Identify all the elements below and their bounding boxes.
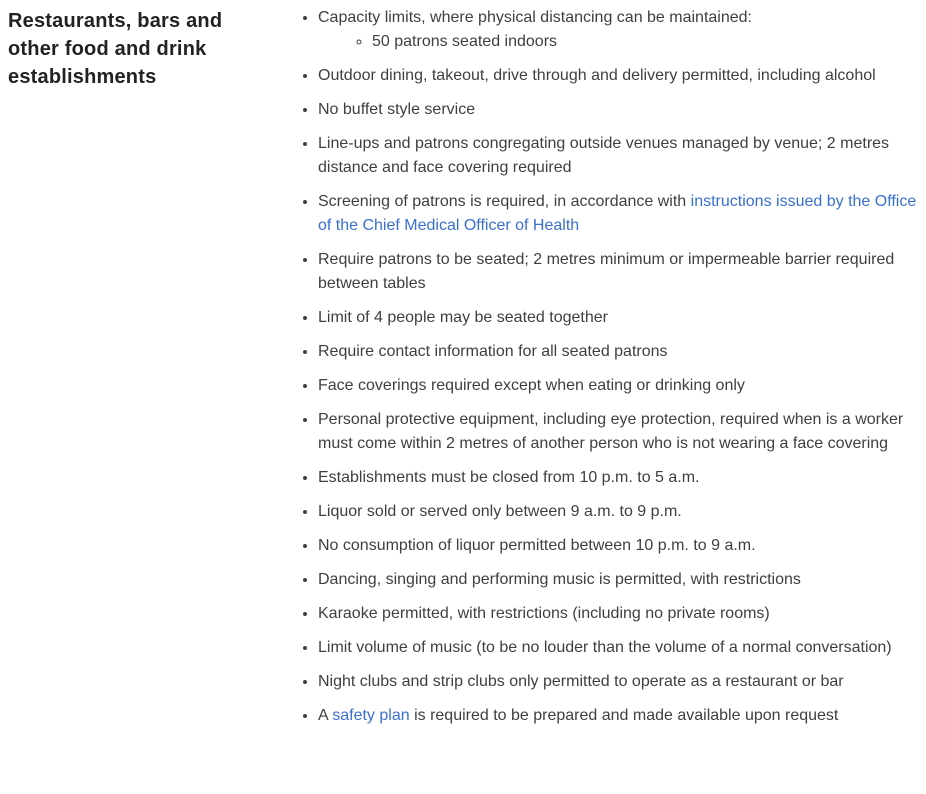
sub-measure-item: ◦ 50 patrons seated indoors <box>372 30 918 54</box>
measure-item: • Karaoke permitted, with restrictions (including no private rooms) <box>318 602 918 626</box>
category-heading: Restaurants, bars and other food and drink establishments <box>8 10 223 88</box>
measure-item: • Establishments must be closed from 10 p.m. to 5 a.m. <box>318 466 918 490</box>
measure-item: • A safety plan is required to be prepared and made available upon request <box>318 704 918 728</box>
measure-item: • Line-ups and patrons congregating outside venues managed by venue; 2 metres distance and face covering required <box>318 132 918 180</box>
measure-item: • Liquor sold or served only between 9 a.m. to 9 p.m. <box>318 500 918 524</box>
measure-item: • Capacity limits, where physical distancing can be maintained: ◦ 50 patrons seated indoors <box>318 6 918 54</box>
measure-item: • No buffet style service <box>318 98 918 122</box>
category-column <box>8 6 300 91</box>
measure-item: • Face coverings required except when eating or drinking only <box>318 374 918 398</box>
measure-item: • Night clubs and strip clubs only permitted to operate as a restaurant or bar <box>318 670 918 694</box>
measure-item: • Screening of patrons is required, in accordance with instructions issued by the Office of the Chief Medical Officer of Health <box>318 190 918 238</box>
measures-list <box>300 6 918 728</box>
measure-item: • Outdoor dining, takeout, drive through and delivery permitted, including alcohol <box>318 64 918 88</box>
measure-item: • Limit volume of music (to be no louder than the volume of a normal conversation) <box>318 636 918 660</box>
measure-item: • Limit of 4 people may be seated together <box>318 306 918 330</box>
measures-column <box>300 6 918 728</box>
measure-item: • Require patrons to be seated; 2 metres minimum or impermeable barrier required between tables <box>318 248 918 296</box>
cmoh-instructions-link[interactable]: instructions issued by the Office of the Chief Medical Officer of Health <box>318 193 917 234</box>
safety-plan-link[interactable]: safety plan <box>332 707 410 724</box>
sub-measures-list <box>318 30 918 54</box>
measure-item: • Require contact information for all seated patrons <box>318 340 918 364</box>
measure-item: • Personal protective equipment, including eye protection, required when is a worker must come within 2 metres of another person who is not wearing a face covering <box>318 408 918 456</box>
measure-item: • No consumption of liquor permitted between 10 p.m. to 9 a.m. <box>318 534 918 558</box>
measure-item: • Dancing, singing and performing music is permitted, with restrictions <box>318 568 918 592</box>
